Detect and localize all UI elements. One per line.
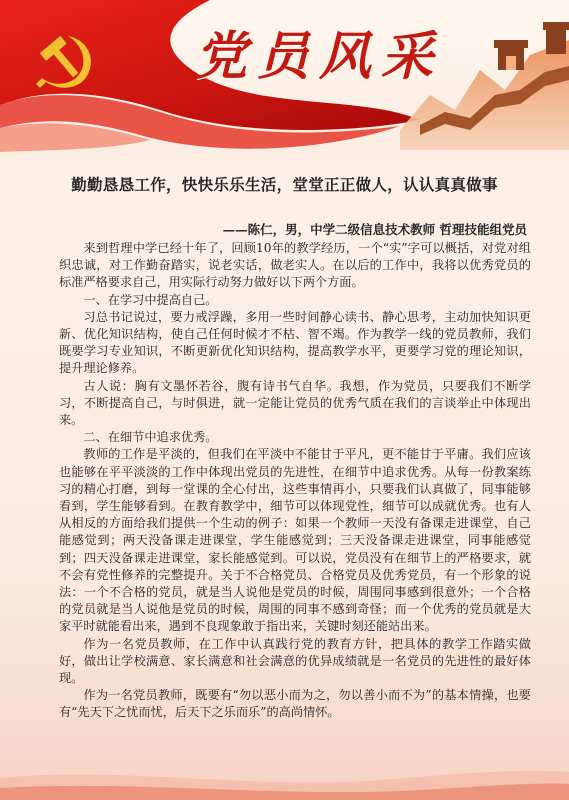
article-byline: ——陈仁，男，中学二级信息技术教师 哲理技能组党员 — [222, 222, 527, 237]
section-heading: 一、在学习中提高自己。 — [83, 292, 218, 307]
footer-wave — [0, 760, 569, 800]
paragraph: 习总书记说过，要力戒浮躁，多用一些时间静心读书、静心思考，主动加快知识更新、优化知识结构，使自己任何时候才不枯、智不竭。作为教学一线的党员教师，我们既要学习专业知识，不断更新优化知识结构，提高教学水平，更要学习党的理论知识，提升理论修养。 — [59, 309, 531, 376]
article-title: 勤勤恳恳工作，快快乐乐生活，堂堂正正做人，认认真真做事 — [71, 175, 498, 194]
paragraph: 教师的工作是平淡的，但我们在平淡中不能甘于平凡，更不能甘于平庸。我们应该也能够在平平淡淡的工作中体现出党员的先进性，在细节中追求优秀。从每一份教案练习的精心打磨，到每一堂课的全心付出，这些事情再小，只要我们认真做了，同事能够看到，学生能够看到。在教育教学中，细节可以体现党性，细节可以成就优秀。也有人从相反的方面给我们提供一个生动的例子：如果一个教师一天没有备课走进课堂，自己能感觉到；两天没备课走进课堂，学生能感觉到；三天没备课走进课堂，同事能感觉到；四天没备课走进课堂，家长能感觉到。可以说，党员没有在细节上的严格要求，就不会有党性修养的完整提升。关于不合格党员、合格党员及优秀党员，有一个形象的说法：一个不合格的党员，就是当人说他是党员的时候，周围同事感到很意外；一个合格的党员就是当人说他是党员的时候，周围的同事不感到奇怪；而一个优秀的党员就是大家平时就能看出来，遇到不良现象敢于指出来，关键时刻还能站出来。 — [59, 447, 531, 634]
section-heading: 二、在细节中追求优秀。 — [83, 430, 218, 445]
paragraph: 作为一名党员教师，既要有“勿以恶小而为之，勿以善小而不为”的基本情操，也要有“先天下之忧而忧，后天下之乐而乐”的高尚情怀。 — [59, 688, 531, 720]
article-body — [59, 240, 531, 722]
header-title: 党员风采 — [195, 26, 444, 87]
paragraph: 来到哲理中学已经十年了，回顾10年的教学经历，一个“实”字可以概括，对党对组织忠诚，对工作勤奋踏实，说老实话，做老实人。在以后的工作中，我将以优秀党员的标准严格要求自己，用实际行动努力做好以下两个方面。 — [59, 241, 531, 290]
paragraph: 作为一名党员教师，在工作中认真践行党的教育方针，把具体的教学工作踏实做好，做出让学校满意、家长满意和社会满意的优异成绩就是一名党员的先进性的最好体现。 — [59, 636, 531, 686]
paragraph: 古人说：胸有文墨怀若谷，腹有诗书气自华。我想，作为党员，只要我们不断学习，不断提高自己，与时俱进，就一定能让党员的优秀气质在我们的言谈举止中体现出来。 — [59, 378, 531, 428]
